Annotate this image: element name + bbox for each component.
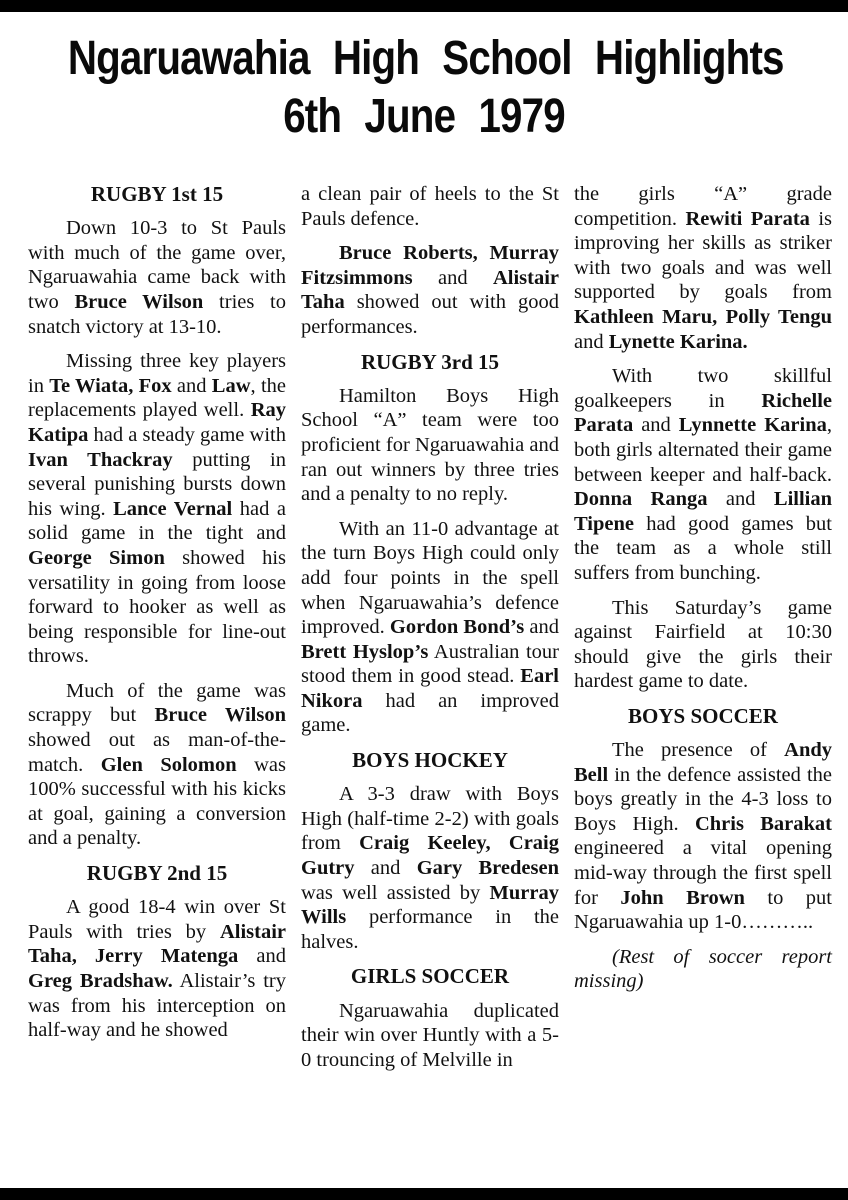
bold-name: Craig Keeley, Craig Gutry xyxy=(301,832,559,880)
newsletter-title: Ngaruawahia High School Highlights xyxy=(67,32,784,85)
bold-name: Ivan Thackray xyxy=(28,448,173,471)
bold-name: Lance Vernal xyxy=(113,497,233,520)
paragraph: This Saturday’s game against Fairfield at 10:30 should give the girls their hardest game to date. xyxy=(574,596,832,693)
bold-name: Andy Bell xyxy=(574,739,832,786)
bold-name: Lynette Karina. xyxy=(608,330,748,353)
bold-name: Earl Nikora xyxy=(301,665,559,712)
section-heading: RUGBY 1st 15 xyxy=(90,182,224,206)
column-1 xyxy=(28,182,286,1082)
bold-name: Bruce Wilson xyxy=(154,704,286,727)
bold-name: Gordon Bond’s xyxy=(389,616,525,639)
paragraph: With two skillful goalkeepers in Richelle Parata and Lynnette Karina, both girls alternated their game between keeper and half-back. Donna Ranga and Lillian Tipene had good games but the team as a whole still suffers from bunching. xyxy=(574,365,832,584)
bold-name: Murray Wills xyxy=(301,881,559,929)
bold-name: Chris Barakat xyxy=(694,812,832,835)
bold-name: Lynnette Karina xyxy=(678,414,827,437)
paragraph: Bruce Roberts, Murray Fitzsimmons and Alistair Taha showed out with good performances. xyxy=(301,242,559,338)
bold-name: Kathleen Maru, Polly Tengu xyxy=(574,305,832,328)
article-columns xyxy=(0,146,848,1082)
bold-name: Donna Ranga xyxy=(574,488,708,511)
paragraph: Down 10-3 to St Pauls with much of the game over, Ngaruawahia came back with two Bruce Wilson tries to snatch victory at 13-10. xyxy=(28,217,287,338)
bold-name: John Brown xyxy=(620,886,745,909)
bold-name: Alistair Taha xyxy=(301,266,559,314)
paragraph: Missing three key players in Te Wiata, Fox and Law, the replacements played well. Ray Katipa had a steady game with Ivan Thackray putting in several punishing bursts down his wing. Lance Vernal had a solid game in the tight and George Simon showed his versatility in going from loose forward to hooker as well as being responsible for line-out throws. xyxy=(28,350,286,668)
bold-name: Glen Solomon xyxy=(100,753,237,776)
newsletter-date: 6th June 1979 xyxy=(283,90,565,143)
section-heading: RUGBY 3rd 15 xyxy=(360,349,500,374)
paragraph: Much of the game was scrappy but Bruce Wilson showed out as man-of-the-match. Glen Solomon was 100% successful with his kicks at goal, gaining a conversion and a penalty. xyxy=(28,679,287,850)
masthead xyxy=(0,0,848,146)
paragraph: The presence of Andy Bell in the defence assisted the boys greatly in the 4-3 loss to Boys High. Chris Barakat engineered a vital opening mid-way through the first spell for John Brown to put Ngaruawahia up 1-0……….. xyxy=(574,739,832,934)
bold-name: Richelle Parata xyxy=(574,389,832,437)
bold-name: Gary Bredesen xyxy=(416,857,559,880)
page-edge-bottom xyxy=(0,1188,848,1200)
column-2 xyxy=(301,182,559,1082)
bold-name: Brett Hyslop’s xyxy=(301,640,429,663)
paragraph: Ngaruawahia duplicated their win over Huntly with a 5-0 trouncing of Melville in xyxy=(301,999,559,1071)
bold-name: George Simon xyxy=(28,546,165,569)
section-heading: GIRLS SOCCER xyxy=(350,964,510,989)
paragraph: a clean pair of heels to the St Pauls defence. xyxy=(301,183,559,230)
bold-name: Alistair Taha, Jerry Matenga xyxy=(28,920,286,968)
bold-name: Te Wiata, Fox xyxy=(49,374,172,397)
paragraph: the girls “A” grade competition. Rewiti Parata is improving her skills as striker with two goals and was well supported by goals from Kathleen Maru, Polly Tengu and Lynette Karina. xyxy=(574,183,832,353)
section-heading: BOYS HOCKEY xyxy=(352,748,508,773)
paragraph: Hamilton Boys High School “A” team were too proficient for Ngaruawahia and ran out winners by three tries and a penalty to no reply. xyxy=(301,384,559,506)
page-edge-top xyxy=(0,0,848,12)
paragraph: (Rest of soccer report missing) xyxy=(574,945,832,993)
bold-name: Ray Katipa xyxy=(28,399,286,446)
bold-name: Law xyxy=(211,374,251,397)
bold-name: Bruce Wilson xyxy=(74,290,204,313)
column-3 xyxy=(574,182,832,1082)
section-heading: RUGBY 2nd 15 xyxy=(86,861,228,886)
paragraph: With an 11-0 advantage at the turn Boys High could only add four points in the spell when Ngaruawahia’s defence improved. Gordon Bond’s and Brett Hyslop’s Australian tour stood them in good stead. Earl Nikora had an improved game. xyxy=(301,517,559,737)
bold-name: Bruce Roberts, Murray Fitzsimmons xyxy=(301,242,559,289)
paragraph: A good 18-4 win over St Pauls with tries by Alistair Taha, Jerry Matenga and Greg Bradshaw. Alistair’s try was from his interception on half-way and he showed xyxy=(28,896,286,1042)
bold-name: Rewiti Parata xyxy=(685,207,810,230)
bold-name: Greg Bradshaw. xyxy=(28,970,173,992)
bold-name: Lillian Tipene xyxy=(574,488,832,535)
paragraph: A 3-3 draw with Boys High (half-time 2-2) with goals from Craig Keeley, Craig Gutry and Gary Bredesen was well assisted by Murray Wills performance in the halves. xyxy=(301,783,559,953)
section-heading: BOYS SOCCER xyxy=(628,703,778,728)
